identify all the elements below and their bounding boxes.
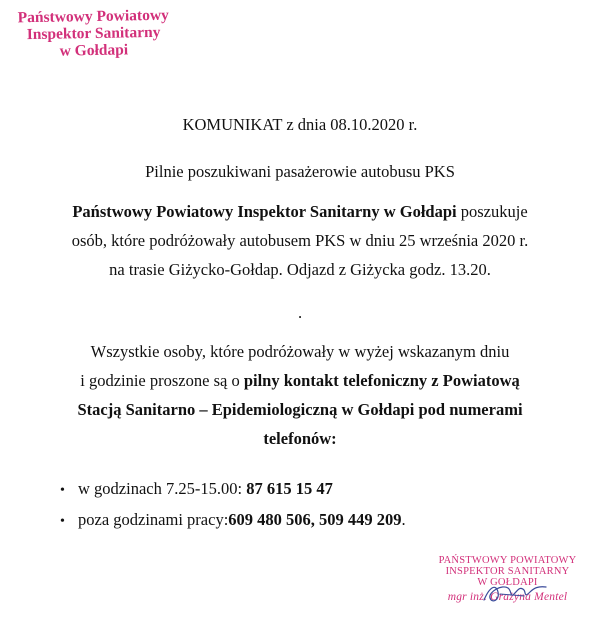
stamp-bottom-line-1: PAŃSTWOWY POWIATOWY [438,555,577,566]
inspector-stamp-top [18,7,170,61]
para1-line3: na trasie Giżycko-Gołdap. Odjazd z Giżycka godz. 13.20. [109,260,491,279]
stamp-bottom-line-3: W GOŁDAPI [477,577,538,588]
bullet-label: poza godzinami pracy: [78,510,229,529]
para2-line1: Wszystkie osoby, które podróżowały w wyżej wskazanym dniu [90,342,510,361]
para2-line2-bold: pilny kontakt telefoniczny z Powiatową [243,371,520,390]
phone-number: 87 615 15 47 [246,479,333,498]
document-subtitle: Pilnie poszukiwani pasażerowie autobusu PKS [145,162,455,181]
bullet-label: w godzinach 7.25-15.00: [78,479,247,498]
separator-dot: . [297,303,303,322]
inspector-name-bold: Państwowy Powiatowy Inspektor Sanitarny w Gołdapi [72,202,457,221]
stamp-bottom-line-2: INSPEKTOR SANITARNY [445,566,570,577]
para1-line1 [0,202,600,222]
list-item [60,510,406,532]
bullet-icon: • [60,483,65,498]
para2-line4: telefonów: [263,429,337,448]
phone-number: 609 480 506, 509 449 209 [228,510,402,529]
bullet-suffix: . [401,510,406,529]
list-item [60,479,333,501]
handwritten-signature-icon [480,578,550,608]
stamp-line-1: Państwowy Powiatowy [17,6,169,27]
stamp-line-2: Inspektor Sanitarny [26,23,161,44]
para2-line2 [0,371,600,391]
para1-line1-rest: poszukuje [456,202,528,221]
para2-line2-normal: i godzinie proszone są o [80,371,244,390]
para1-line2: osób, które podróżowały autobusem PKS w dniu 25 września 2020 r. [71,231,529,250]
stamp-line-3: w Gołdapi [59,41,129,60]
para2-line3: Stacją Sanitarno – Epidemiologiczną w Gołdapi pod numerami [77,400,523,419]
bullet-icon: • [60,514,65,529]
document-title: KOMUNIKAT z dnia 08.10.2020 r. [182,115,418,134]
inspector-signature-name: mgr inż. Grażyna Mentel [447,591,568,603]
